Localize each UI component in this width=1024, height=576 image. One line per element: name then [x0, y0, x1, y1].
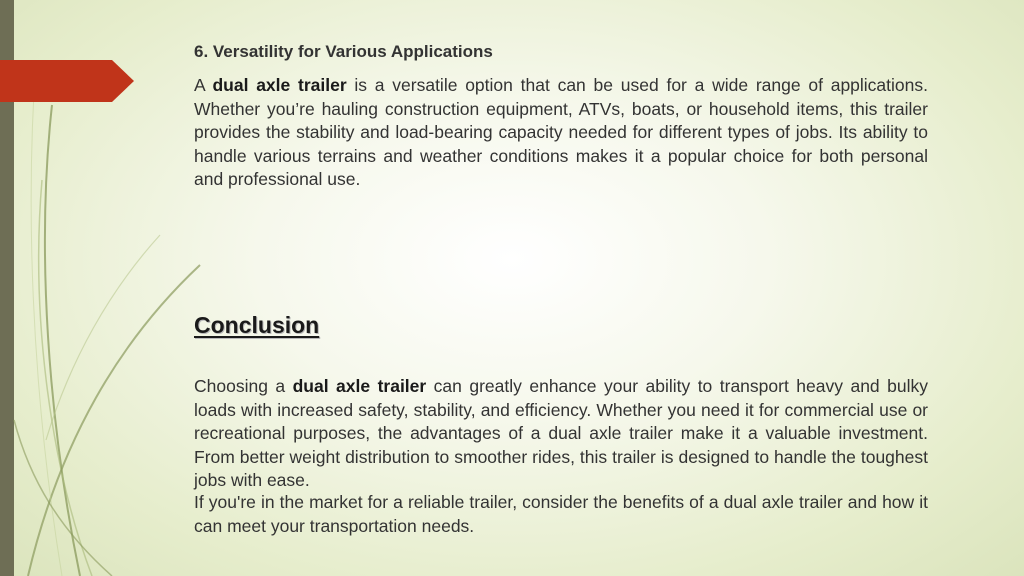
red-arrow-tab	[0, 60, 134, 102]
conclusion-paragraph	[194, 375, 928, 493]
section-heading: 6. Versatility for Various Applications	[194, 42, 493, 61]
para-bold-term: dual axle trailer	[292, 376, 427, 396]
para-text-post: can greatly enhance your ability to transport heavy and bulky loads with increased safety, stability, and efficiency. Whether you need it for commercial use or recreational purposes, the advantages of a dual axle trailer make it a valuable investment. From better weight distribution to smoother rides, this trailer is designed to handle the toughest jobs with ease.	[194, 376, 928, 490]
para-bold-term: dual axle trailer	[212, 75, 347, 95]
para-text-pre: Choosing a	[194, 376, 293, 396]
para-text-pre: A	[194, 75, 213, 95]
closing-paragraph: If you're in the market for a reliable trailer, consider the benefits of a dual axle trailer and how it can meet your transportation needs.	[194, 492, 928, 536]
versatility-paragraph	[194, 74, 928, 192]
para-text-post: is a versatile option that can be used for a wide range of applications. Whether you’re hauling construction equipment, ATVs, boats, or household items, this trailer provides the stability and load-bearing capacity needed for different types of jobs. Its ability to handle various terrains and weather conditions makes it a popular choice for both personal and professional use.	[194, 75, 928, 189]
conclusion-title: Conclusion	[194, 312, 320, 338]
